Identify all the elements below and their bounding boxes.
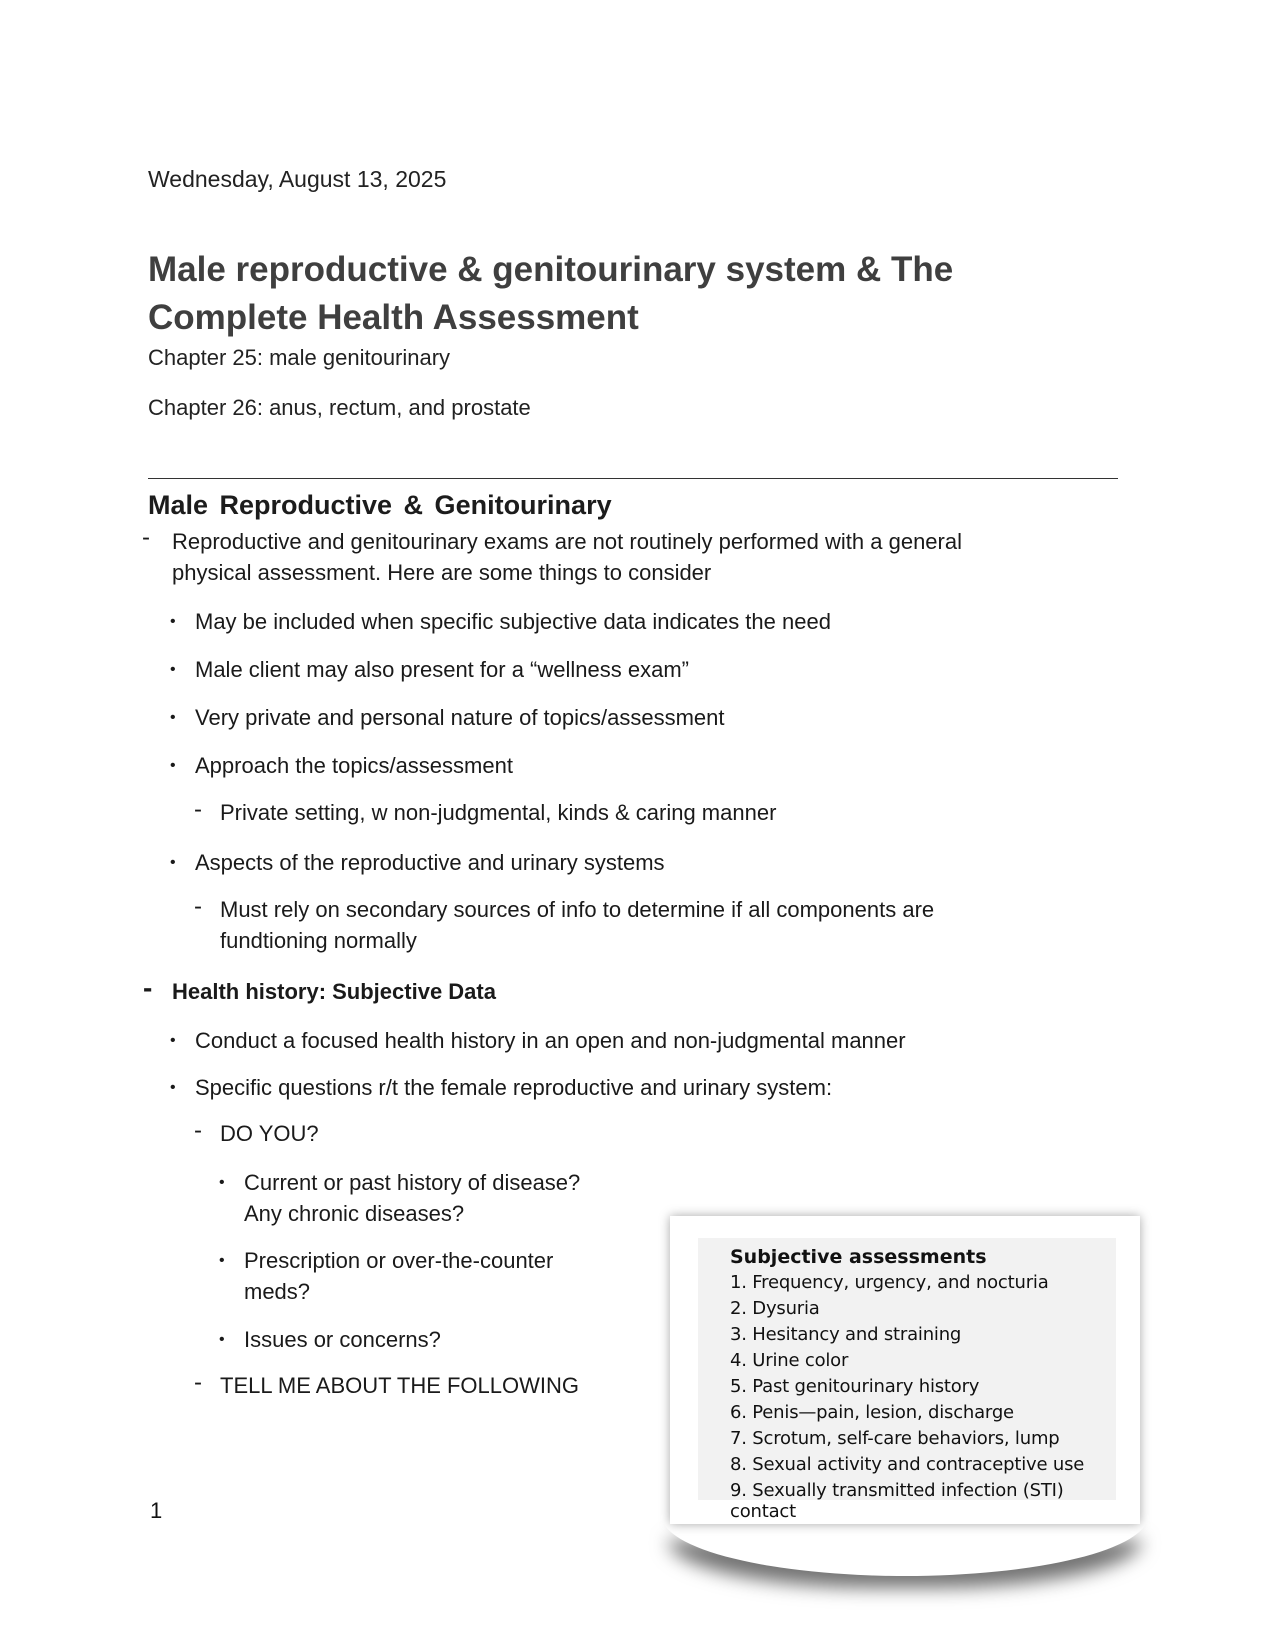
do-you-item-line-1: Prescription or over-the-counter [244, 1248, 554, 1273]
do-you-item-line-2: Any chronic diseases? [244, 1201, 465, 1226]
bullet-marker: • [170, 757, 176, 774]
do-you-item [244, 1167, 580, 1229]
figure-list-item: 3. Hesitancy and straining [730, 1324, 962, 1345]
bullet-marker: • [219, 1331, 225, 1348]
intro-line-1: Reproductive and genitourinary exams are not routinely performed with a general [172, 529, 962, 554]
figure-list-item: 6. Penis—pain, lesion, discharge [730, 1402, 1014, 1423]
subjective-assessments-figure [670, 1216, 1140, 1571]
dash-marker: - [194, 1369, 202, 1396]
figure-list-item: 4. Urine color [730, 1350, 849, 1371]
section-heading: Male Reproductive & Genitourinary [148, 490, 612, 520]
figure-curl-shadow [662, 1516, 1148, 1576]
bullet-item: Male client may also present for a “wellness exam” [195, 657, 689, 682]
sub-item-private-setting: Private setting, w non-judgmental, kinds & caring manner [220, 800, 777, 825]
bullet-item: Approach the topics/assessment [195, 753, 513, 778]
dash-marker: - [194, 796, 202, 823]
bullet-item: Conduct a focused health history in an open and non-judgmental manner [195, 1028, 906, 1053]
figure-list-item: 2. Dysuria [730, 1298, 820, 1319]
sub-item-secondary-sources [220, 894, 934, 956]
chapter-25-line: Chapter 25: male genitourinary [148, 345, 451, 370]
dash-marker: - [143, 972, 153, 1003]
dash-marker: - [142, 524, 150, 551]
page-number: 1 [150, 1498, 163, 1523]
bullet-marker: • [219, 1174, 225, 1191]
bullet-marker: • [170, 1079, 176, 1096]
figure-list-item: 9. Sexually transmitted infection (STI) contact [730, 1480, 1064, 1522]
do-you-label: DO YOU? [220, 1121, 319, 1146]
figure-list-item: 1. Frequency, urgency, and nocturia [730, 1272, 1049, 1293]
dash-marker: - [194, 1117, 202, 1144]
figure-list-item: 8. Sexual activity and contraceptive use [730, 1454, 1085, 1475]
intro-text [172, 526, 962, 588]
section-divider [148, 478, 1118, 479]
sub-item-line-2: fundtioning normally [220, 928, 417, 953]
bullet-item: Aspects of the reproductive and urinary systems [195, 850, 665, 875]
sub-item-line-1: Must rely on secondary sources of info to determine if all components are [220, 897, 935, 922]
do-you-item: Issues or concerns? [244, 1327, 441, 1352]
page-title-line-2: Complete Health Assessment [148, 298, 639, 337]
page-title [148, 246, 1108, 342]
intro-line-2: physical assessment. Here are some things to consider [172, 560, 712, 585]
figure-list-item: 7. Scrotum, self-care behaviors, lump [730, 1428, 1060, 1449]
figure-list-item: 5. Past genitourinary history [730, 1376, 980, 1397]
do-you-item [244, 1245, 553, 1307]
bullet-marker: • [170, 709, 176, 726]
bullet-item: Specific questions r/t the female reproductive and urinary system: [195, 1075, 833, 1100]
do-you-item-line-2: meds? [244, 1279, 311, 1304]
figure-card [670, 1216, 1140, 1524]
bullet-marker: • [170, 613, 176, 630]
tell-me-label: TELL ME ABOUT THE FOLLOWING [220, 1373, 580, 1398]
chapter-26-line: Chapter 26: anus, rectum, and prostate [148, 395, 531, 420]
document-date: Wednesday, August 13, 2025 [148, 166, 447, 192]
bullet-marker: • [170, 661, 176, 678]
bullet-item: Very private and personal nature of topics/assessment [195, 705, 725, 730]
dash-marker: - [194, 893, 202, 920]
do-you-item-line-1: Current or past history of disease? [244, 1170, 581, 1195]
bullet-marker: • [219, 1252, 225, 1269]
figure-panel [698, 1238, 1116, 1522]
bullet-item: May be included when specific subjective data indicates the need [195, 609, 831, 634]
page-title-line-1: Male reproductive & genitourinary system & The [148, 250, 954, 289]
figure-title: Subjective assessments [730, 1246, 987, 1268]
bullet-marker: • [170, 854, 176, 871]
health-history-heading: Health history: Subjective Data [172, 979, 496, 1004]
bullet-marker: • [170, 1032, 176, 1049]
